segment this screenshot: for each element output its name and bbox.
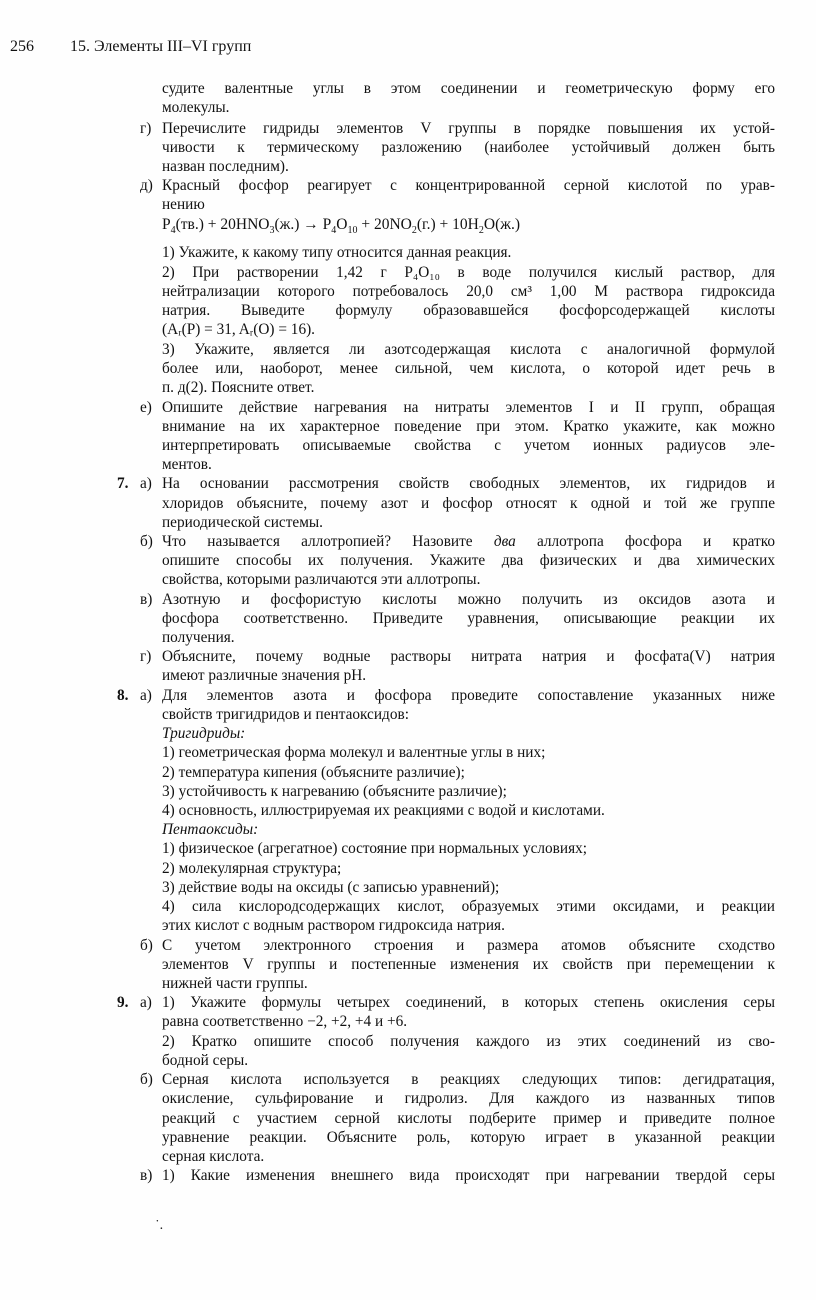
text-line: 4) сила кислородсодержащих кислот, образуемых этими оксидами, и реакции bbox=[162, 898, 775, 915]
text-line: опишите способы их получения. Укажите два физических и два химических bbox=[162, 552, 775, 569]
text-line: уравнение реакции. Объясните роль, которую играет в указанной реакции bbox=[162, 1129, 775, 1146]
text-line: (Aᵣ(P) = 31, Aᵣ(O) = 16). bbox=[162, 321, 316, 338]
text-line: равна соответственно −2, +2, +4 и +6. bbox=[162, 1013, 408, 1030]
text-line: периодической системы. bbox=[162, 514, 323, 531]
text-line: Красный фосфор реагирует с концентрированной серной кислотой по урав- bbox=[162, 177, 775, 194]
item-label: д) bbox=[140, 177, 153, 194]
text-line: Что называется аллотропией? Назовите два аллотропа фосфора и кратко bbox=[162, 533, 775, 550]
text-line: 2) Кратко опишите способ получения каждого из этих соединений из сво- bbox=[162, 1033, 775, 1050]
text-line: натрия. Выведите формулу образовавшейся фосфорсодержащей кислоты bbox=[162, 302, 775, 319]
text-line: 2) температура кипения (объясните различие); bbox=[162, 764, 465, 781]
text-line: Азотную и фосфористую кислоты можно получить из оксидов азота и bbox=[162, 591, 775, 608]
text-line: молекулы. bbox=[162, 99, 230, 116]
text-line: На основании рассмотрения свойств свободных элементов, их гидридов и bbox=[162, 475, 775, 492]
emphasis: два bbox=[493, 533, 516, 550]
text-line: 1) физическое (агрегатное) состояние при нормальных условиях; bbox=[162, 840, 588, 857]
text-line: окисление, сульфирование и гидролиз. Для каждого из названных типов bbox=[162, 1090, 775, 1107]
item-label: г) bbox=[140, 120, 152, 137]
text-line: 2) молекулярная структура; bbox=[162, 860, 342, 877]
text-line: 1) геометрическая форма молекул и валентные углы в них; bbox=[162, 744, 546, 761]
text-line: нейтрализации которого потребовалось 20,0 см³ 1,00 М раствора гидроксида bbox=[162, 283, 775, 300]
text-line: свойства, которыми различаются эти аллотропы. bbox=[162, 571, 481, 588]
text-line: Объясните, почему водные растворы нитрата натрия и фосфата(V) натрия bbox=[162, 648, 775, 665]
text-line: чивости к термическому разложению (наиболее устойчивый должен быть bbox=[162, 139, 775, 156]
text-line: 1) Укажите, к какому типу относится данная реакция. bbox=[162, 244, 512, 261]
text-line: Серная кислота используется в реакциях следующих типов: дегидратация, bbox=[162, 1071, 775, 1088]
text-line: нению bbox=[162, 196, 205, 213]
text-line: Опишите действие нагревания на нитраты элементов I и II групп, обращая bbox=[162, 399, 775, 416]
text-line: реакций с участием серной кислоты подберите пример и приведите полное bbox=[162, 1110, 775, 1127]
text-line: получения. bbox=[162, 629, 235, 646]
text-line: серная кислота. bbox=[162, 1148, 265, 1165]
text-line: хлоридов объясните, почему азот и фосфор относят к одной и той же группе bbox=[162, 495, 775, 512]
text-line: 3) Укажите, является ли азотсодержащая кислота с аналогичной формулой bbox=[162, 341, 775, 358]
footer-mark: ˙. bbox=[155, 1218, 164, 1233]
text-line: элементов V группы и постепенные изменения их свойств при перемещении к bbox=[162, 956, 775, 973]
page-header bbox=[10, 38, 251, 56]
item-label: б) bbox=[140, 937, 153, 954]
text-line: Для элементов азота и фосфора проведите сопоставление указанных ниже bbox=[162, 687, 775, 704]
section-heading: Пентаоксиды: bbox=[162, 821, 259, 838]
text-line: нижней части группы. bbox=[162, 975, 308, 992]
text-line: назван последним). bbox=[162, 158, 289, 175]
item-label: е) bbox=[140, 399, 152, 416]
item-label: г) bbox=[140, 648, 152, 665]
text-line: ментов. bbox=[162, 456, 212, 473]
item-label: а) bbox=[140, 475, 152, 492]
text-line: С учетом электронного строения и размера атомов объясните сходство bbox=[162, 937, 775, 954]
question-number: 8. bbox=[117, 687, 129, 704]
item-label: б) bbox=[140, 533, 153, 550]
text-line: интерпретировать описываемые свойства с учетом ионных радиусов эле- bbox=[162, 437, 775, 454]
text-line: судите валентные углы в этом соединении и геометрическую форму его bbox=[162, 80, 775, 97]
item-label: б) bbox=[140, 1071, 153, 1088]
text-line: 1) Какие изменения внешнего вида происходят при нагревании твердой серы bbox=[162, 1167, 775, 1184]
section-heading: Тригидриды: bbox=[162, 725, 246, 742]
text-line: 2) При растворении 1,42 г P₄O₁₀ в воде получился кислый раствор, для bbox=[162, 264, 775, 281]
item-label: в) bbox=[140, 591, 153, 608]
text-line: Перечислите гидриды элементов V группы в порядке повышения их устой- bbox=[162, 120, 775, 137]
text-line: более или, наоборот, менее сильной, чем кислота, о которой идет речь в bbox=[162, 360, 775, 377]
item-label: а) bbox=[140, 687, 152, 704]
reaction-equation: $P_4(тв.) + 20HNO_3(ж.) \to P_4O_{10} + 20NO_2(г.) + 10H_2O(ж.)$ bbox=[162, 216, 520, 237]
text-line: 4) основность, иллюстрируемая их реакциями с водой и кислотами. bbox=[162, 802, 605, 819]
text-line: п. д(2). Поясните ответ. bbox=[162, 379, 315, 396]
chapter-title: 15. Элементы III–VI групп bbox=[70, 38, 252, 55]
text-line: 3) действие воды на оксиды (с записью уравнений); bbox=[162, 879, 500, 896]
question-number: 7. bbox=[117, 475, 129, 492]
text-line: внимание на их характерное поведение при этом. Кратко укажите, как можно bbox=[162, 418, 775, 435]
text-line: фосфора соответственно. Приведите уравнения, описывающие реакции их bbox=[162, 610, 775, 627]
text-line: имеют различные значения pH. bbox=[162, 667, 367, 684]
text-line: 3) устойчивость к нагреванию (объясните различие); bbox=[162, 783, 507, 800]
question-number: 9. bbox=[117, 994, 129, 1011]
text-line: этих кислот с водным раствором гидроксида натрия. bbox=[162, 917, 505, 934]
item-label: в) bbox=[140, 1167, 153, 1184]
text-line: свойств тригидридов и пентаоксидов: bbox=[162, 706, 409, 723]
item-label: а) bbox=[140, 994, 152, 1011]
page-number: 256 bbox=[10, 38, 34, 55]
text-line: бодной серы. bbox=[162, 1052, 249, 1069]
text-line: 1) Укажите формулы четырех соединений, в которых степень окисления серы bbox=[162, 994, 775, 1011]
